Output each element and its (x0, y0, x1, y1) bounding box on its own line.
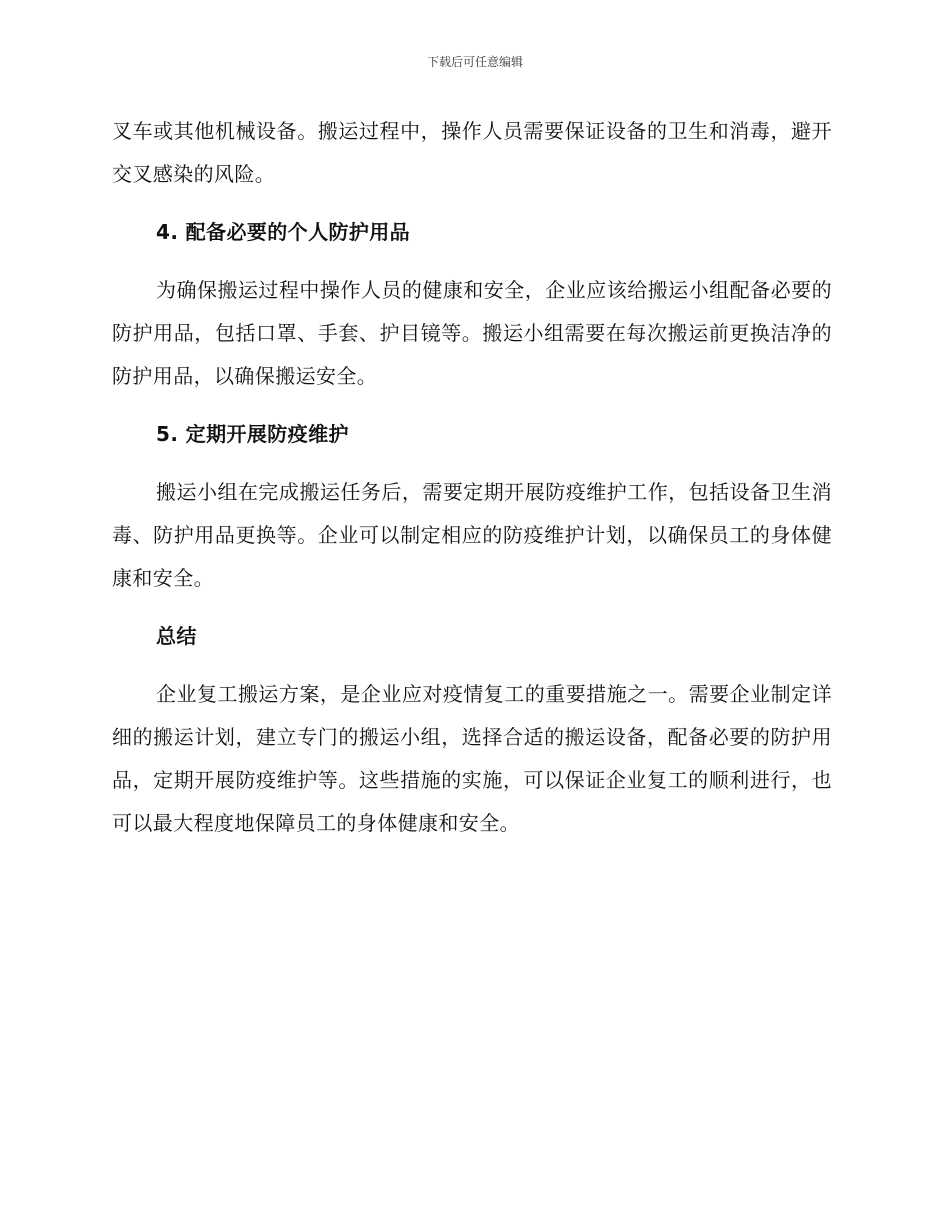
section-heading-5: 5. 定期开展防疫维护 (156, 422, 349, 446)
paragraph-continued: 叉车或其他机械设备。搬运过程中，操作人员需要保证设备的卫生和消毒，避开交叉感染的风险。 (112, 119, 832, 186)
document-body (112, 110, 832, 845)
paragraph-summary: 企业复工搬运方案，是企业应对疫情复工的重要措施之一。需要企业制定详细的搬运计划，建立专门的搬运小组，选择合适的搬运设备，配备必要的防护用品，定期开展防疫维护等。这些措施的实施，可以保证企业复工的顺利进行，也可以最大程度地保障员工的身体健康和安全。 (112, 682, 832, 835)
paragraph-section-4: 为确保搬运过程中操作人员的健康和安全，企业应该给搬运小组配备必要的防护用品，包括口罩、手套、护目镜等。搬运小组需要在每次搬运前更换洁净的防护用品，以确保搬运安全。 (112, 278, 832, 388)
paragraph-section-5: 搬运小组在完成搬运任务后，需要定期开展防疫维护工作，包括设备卫生消毒、防护用品更换等。企业可以制定相应的防疫维护计划，以确保员工的身体健康和安全。 (112, 480, 832, 590)
section-heading-summary: 总结 (156, 624, 197, 648)
page-header: 下载后可任意编辑 (426, 55, 523, 69)
section-heading-4: 4. 配备必要的个人防护用品 (156, 220, 411, 244)
